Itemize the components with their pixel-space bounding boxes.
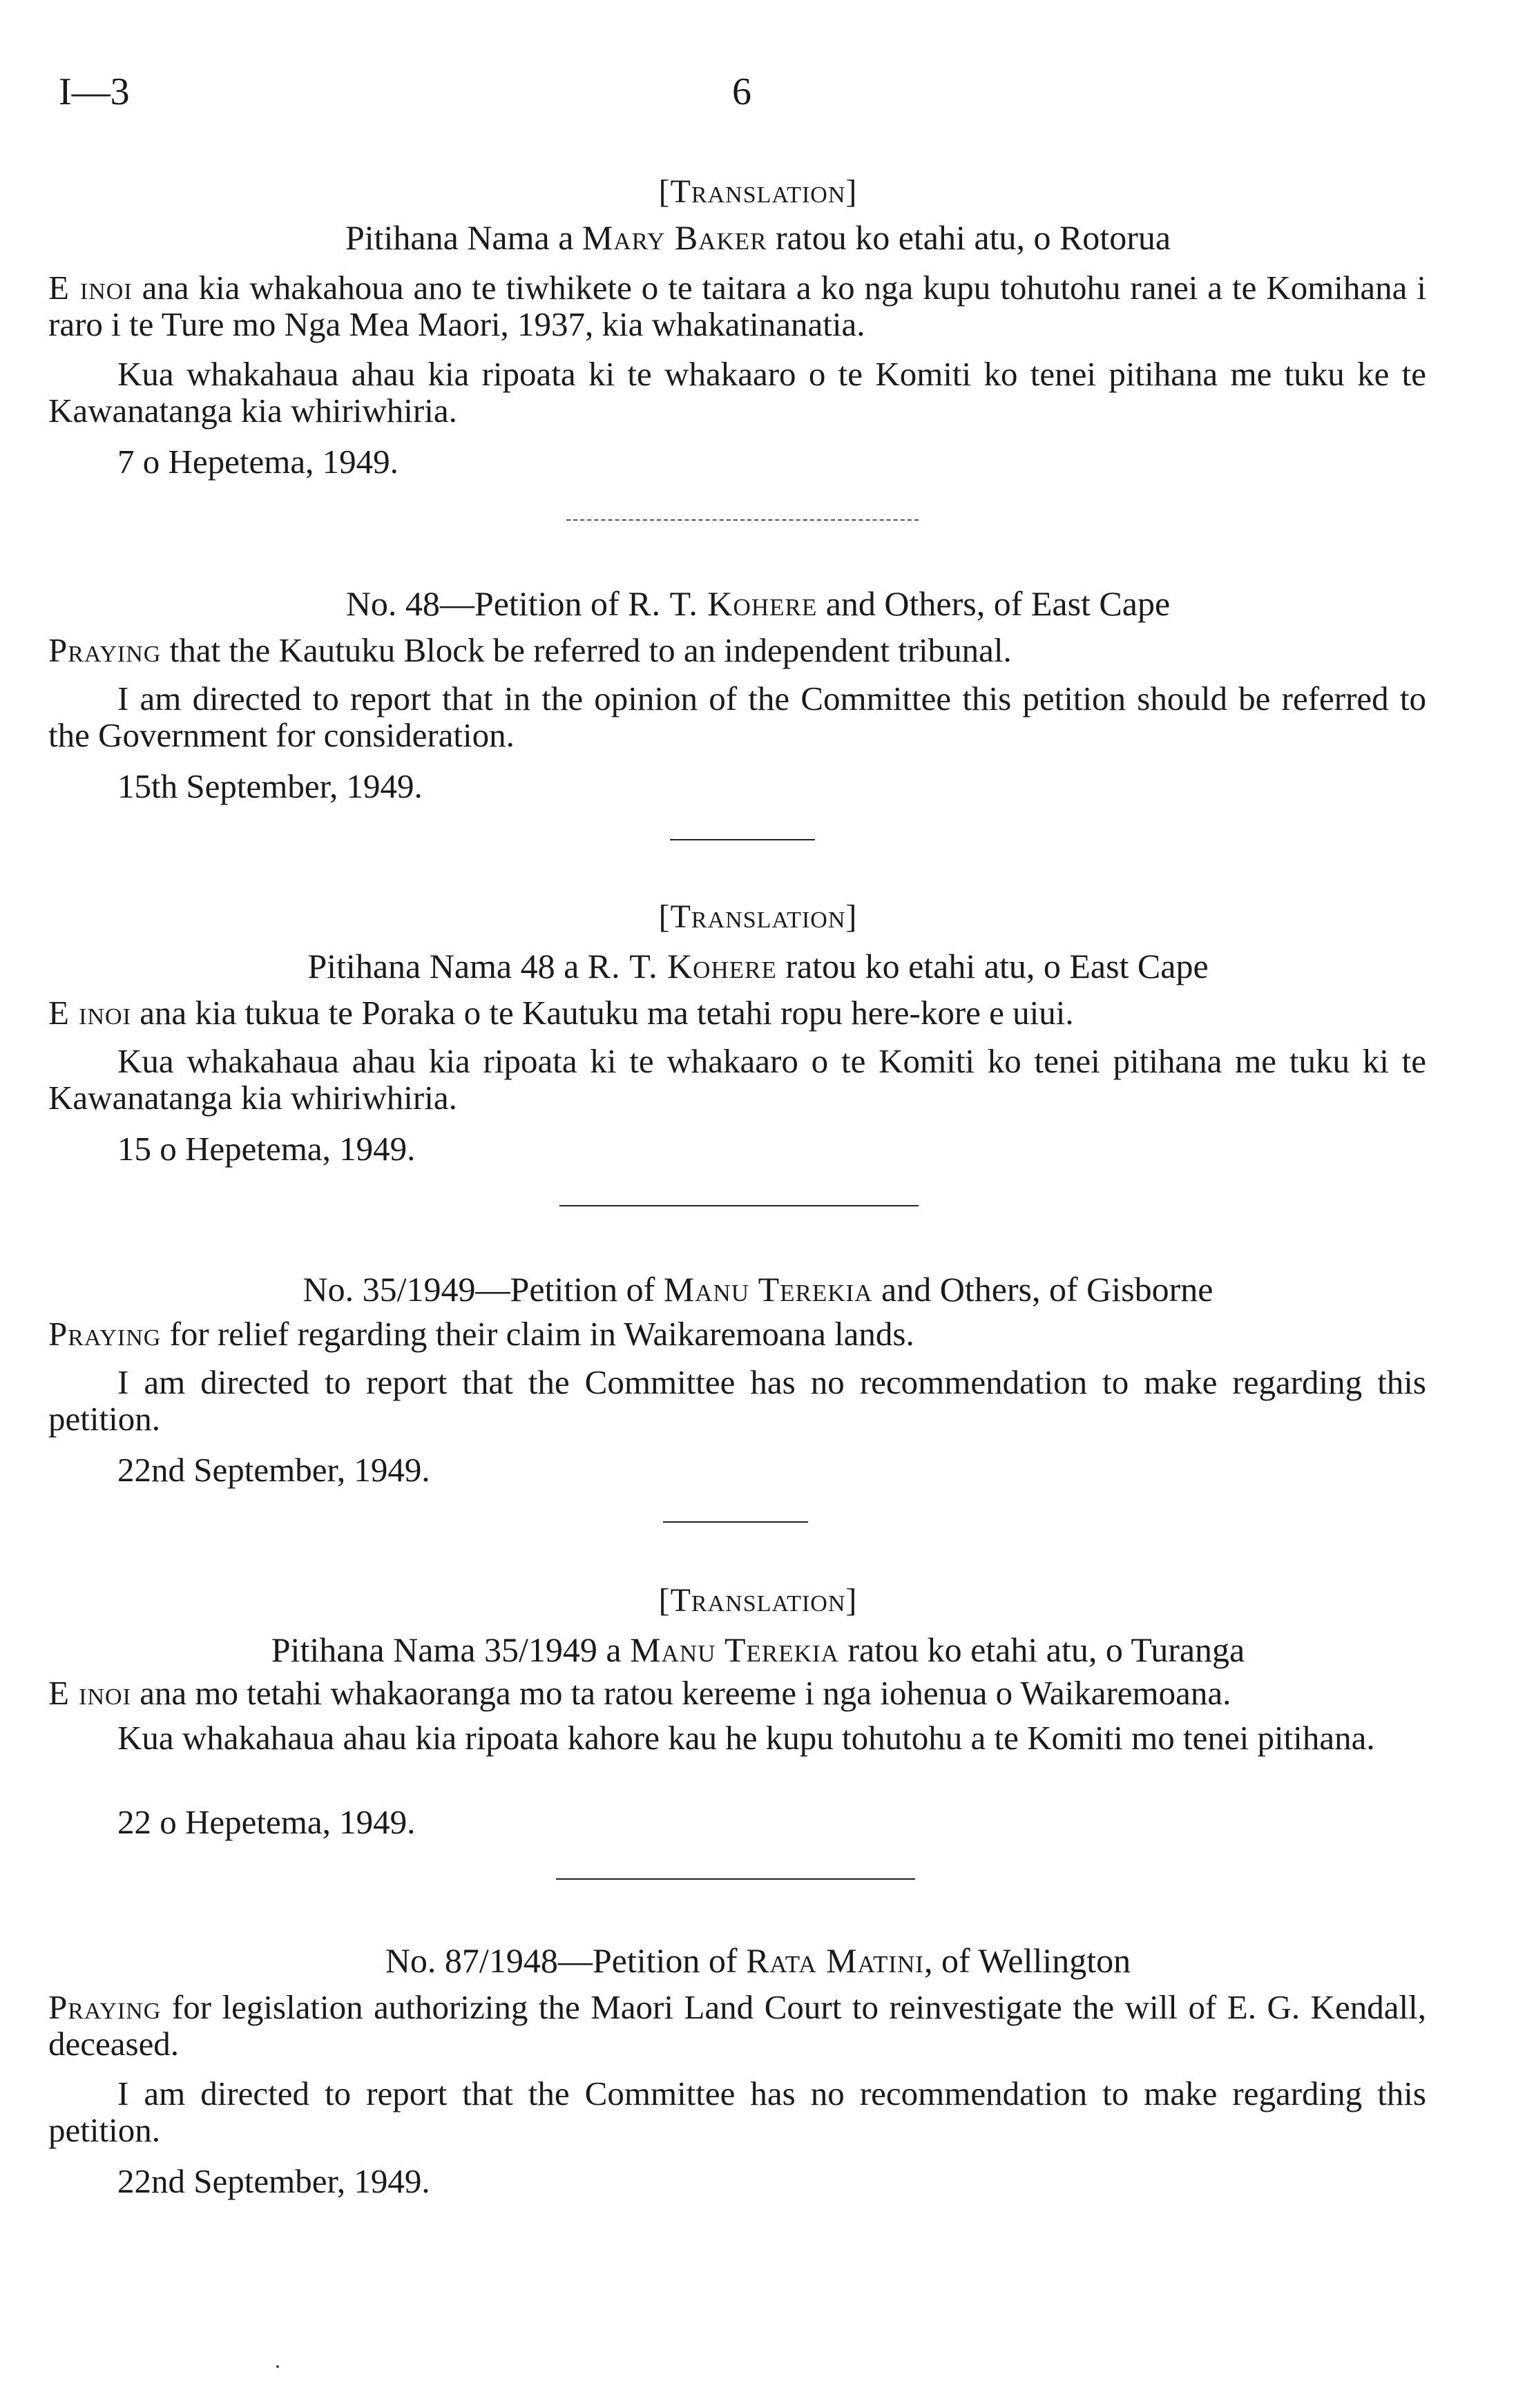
prayer-paragraph: Praying that the Kautuku Block be referred to an independent tribunal. — [48, 631, 1012, 669]
petition-date: 15th September, 1949. — [117, 767, 423, 805]
petition-title: No. 35/1949—Petition of Manu Terekia and Others, of Gisborne — [303, 1270, 1213, 1309]
report-paragraph: Kua whakahaua ahau kia ripoata ki te whakaaro o te Komiti ko tenei pitihana me tuku ki te Kawanatanga kia whiriwhiria. — [48, 1042, 1426, 1117]
report-paragraph: I am directed to report that the Committee has no recommendation to make regarding this petition. — [48, 2074, 1426, 2149]
section-divider — [556, 1878, 915, 1880]
prayer-paragraph: Praying for relief regarding their claim in Waikaremoana lands. — [48, 1315, 914, 1353]
section-divider — [566, 519, 919, 521]
prayer-paragraph: E inoi ana mo tetahi whakaoranga mo ta ratou kereeme i nga iohenua o Waikaremoana. — [48, 1674, 1231, 1712]
translation-heading: [Translation] — [658, 173, 858, 210]
section-divider — [559, 1205, 919, 1206]
scan-speck — [276, 2365, 279, 2368]
petition-title: Pitihana Nama a Mary Baker ratou ko etahi atu, o Rotorua — [345, 218, 1171, 257]
petition-date: 22nd September, 1949. — [117, 2162, 430, 2200]
petitioner-name: R. T. Kohere — [628, 584, 818, 623]
report-paragraph: I am directed to report that the Committee has no recommendation to make regarding this petition. — [48, 1363, 1426, 1438]
petitioner-name: Manu Terekia — [630, 1630, 839, 1669]
petitioner-name: Manu Terekia — [663, 1270, 873, 1309]
petition-date: 22nd September, 1949. — [117, 1451, 430, 1489]
prayer-paragraph: E inoi ana kia tukua te Poraka o te Kautuku ma tetahi ropu here-kore e uiui. — [48, 994, 1074, 1032]
section-divider — [670, 839, 815, 840]
petitioner-name: Rata Matini — [746, 1941, 924, 1980]
report-paragraph: Kua whakahaua ahau kia ripoata kahore kau he kupu tohutohu a te Komiti mo tenei pitihana. — [117, 1719, 1375, 1757]
petitioner-name: Mary Baker — [582, 218, 767, 257]
translation-heading: [Translation] — [658, 1582, 858, 1619]
petition-title: No. 87/1948—Petition of Rata Matini, of Wellington — [385, 1941, 1131, 1980]
page-number: 6 — [732, 70, 751, 113]
petition-title: Pitihana Nama 35/1949 a Manu Terekia ratou ko etahi atu, o Turanga — [271, 1630, 1245, 1669]
petition-date: 22 o Hepetema, 1949. — [117, 1803, 416, 1841]
report-paragraph: Kua whakahaua ahau kia ripoata ki te whakaaro o te Komiti ko tenei pitihana me tuku ke te Kawanatanga kia whiriwhiria. — [48, 355, 1426, 430]
petition-title: No. 48—Petition of R. T. Kohere and Others, of East Cape — [345, 584, 1171, 623]
translation-heading: [Translation] — [658, 898, 858, 935]
report-paragraph: I am directed to report that in the opinion of the Committee this petition should be referred to the Government for consideration. — [48, 680, 1426, 754]
petition-title: Pitihana Nama 48 a R. T. Kohere ratou ko etahi atu, o East Cape — [307, 947, 1209, 985]
petition-date: 15 o Hepetema, 1949. — [117, 1130, 416, 1168]
petitioner-name: R. T. Kohere — [587, 947, 777, 985]
prayer-paragraph: Praying for legislation authorizing the Maori Land Court to reinvestigate the will of E. G. Kendall, deceased. — [48, 1988, 1426, 2063]
section-divider — [663, 1521, 808, 1523]
petition-date: 7 o Hepetema, 1949. — [117, 443, 399, 481]
prayer-paragraph: E inoi ana kia whakahoua ano te tiwhikete o te taitara a ko nga kupu tohutohu ranei a te Komihana i raro i te Ture mo Nga Mea Maori, 1937, kia whakatinanatia. — [48, 269, 1426, 343]
series-code: I—3 — [59, 70, 130, 113]
